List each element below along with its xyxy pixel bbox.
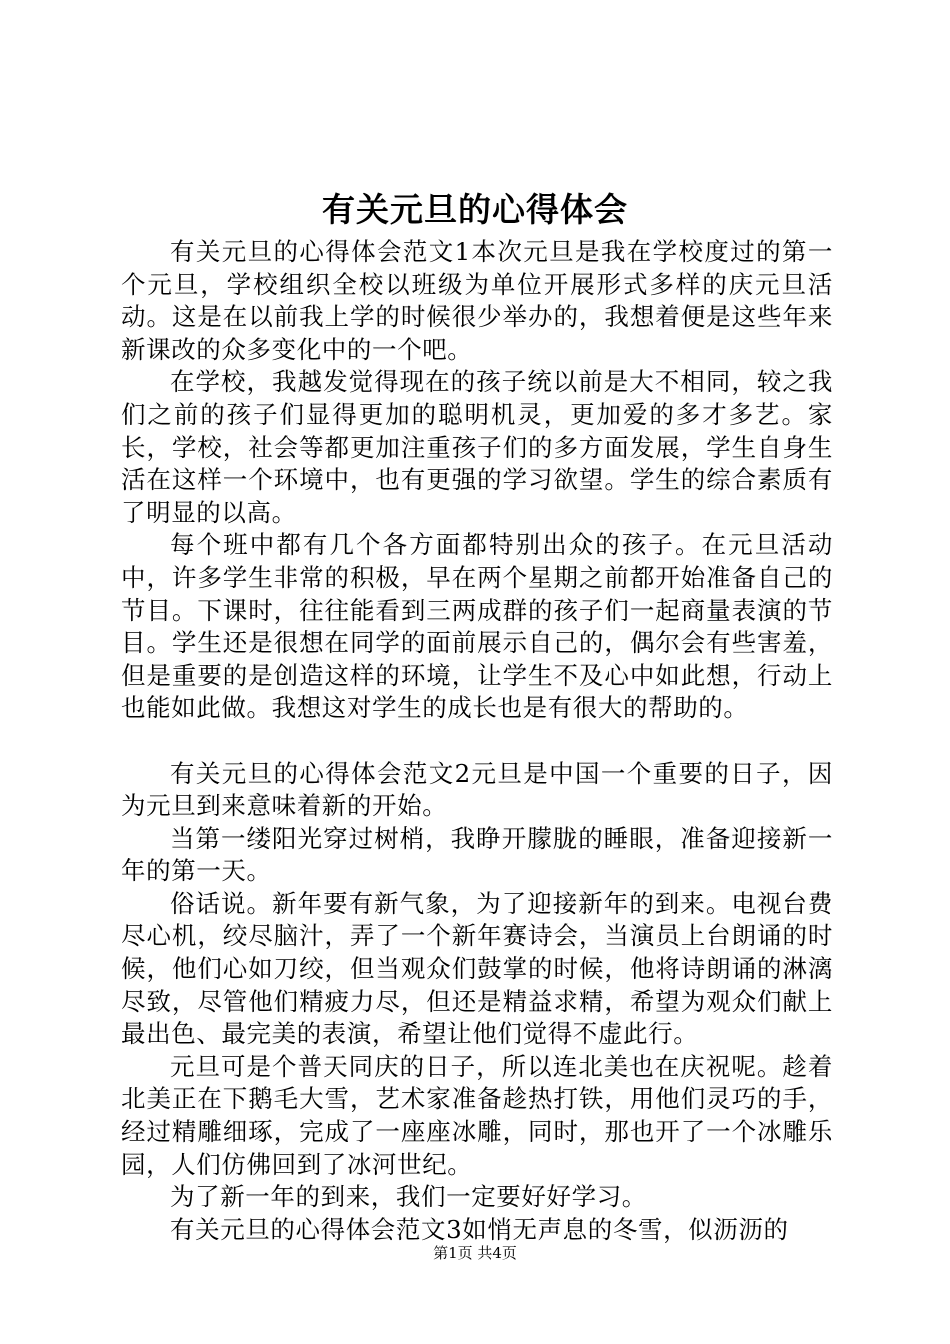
paragraph: 在学校，我越发觉得现在的孩子统以前是大不相同，较之我们之前的孩子们显得更加的聪明机灵，更加爱的多才多艺。家长，学校，社会等都更加注重孩子们的多方面发展，学生自身生活在这样一个环境中，也有更强的学习欲望。学生的综合素质有了明显的以高。 (121, 367, 833, 527)
paragraph: 当第一缕阳光穿过树梢，我睁开朦胧的睡眼，准备迎接新一年的第一天。 (121, 823, 833, 886)
paragraph: 有关元旦的心得体会范文2元旦是中国一个重要的日子，因为元旦到来意味着新的开始。 (121, 758, 833, 821)
paragraph: 有关元旦的心得体会范文3如悄无声息的冬雪，似沥沥的 (170, 1214, 789, 1244)
paragraph: 每个班中都有几个各方面都特别出众的孩子。在元旦活动中，许多学生非常的积极，早在两个星期之前都开始准备自己的节目。下课时，往往能看到三两成群的孩子们一起商量表演的节目。学生还是很想在同学的面前展示自己的，偶尔会有些害羞，但是重要的是创造这样的环境，让学生不及心中如此想，行动上也能如此做。我想这对学生的成长也是有很大的帮助的。 (121, 530, 833, 723)
paragraph: 为了新一年的到来，我们一定要好好学习。 (170, 1182, 647, 1212)
paragraph: 俗话说。新年要有新气象，为了迎接新年的到来。电视台费尽心机，绞尽脑汁，弄了一个新年赛诗会，当演员上台朗诵的时候，他们心如刀绞，但当观众们鼓掌的时候，他将诗朗诵的淋漓尽致，尽管他们精疲力尽，但还是精益求精，希望为观众们献上最出色、最完美的表演，希望让他们觉得不虚此行。 (121, 888, 833, 1049)
paragraph: 元旦可是个普天同庆的日子，所以连北美也在庆祝呢。趁着北美正在下鹅毛大雪，艺术家准备趁热打铁，用他们灵巧的手，经过精雕细琢，完成了一座座冰雕，同时，那也开了一个冰雕乐园，人们仿佛回到了冰河世纪。 (121, 1051, 833, 1179)
paragraph-gap (121, 725, 833, 758)
page-footer: 第1页 共4页 (433, 1244, 517, 1262)
paragraph: 有关元旦的心得体会范文1本次元旦是我在学校度过的第一个元旦，学校组织全校以班级为单位开展形式多样的庆元旦活动。这是在以前我上学的时候很少举办的，我想着便是这些年来新课改的众多变化中的一个吧。 (121, 237, 833, 364)
document-body (121, 236, 833, 1246)
document-title: 有关元旦的心得体会 (322, 190, 628, 229)
